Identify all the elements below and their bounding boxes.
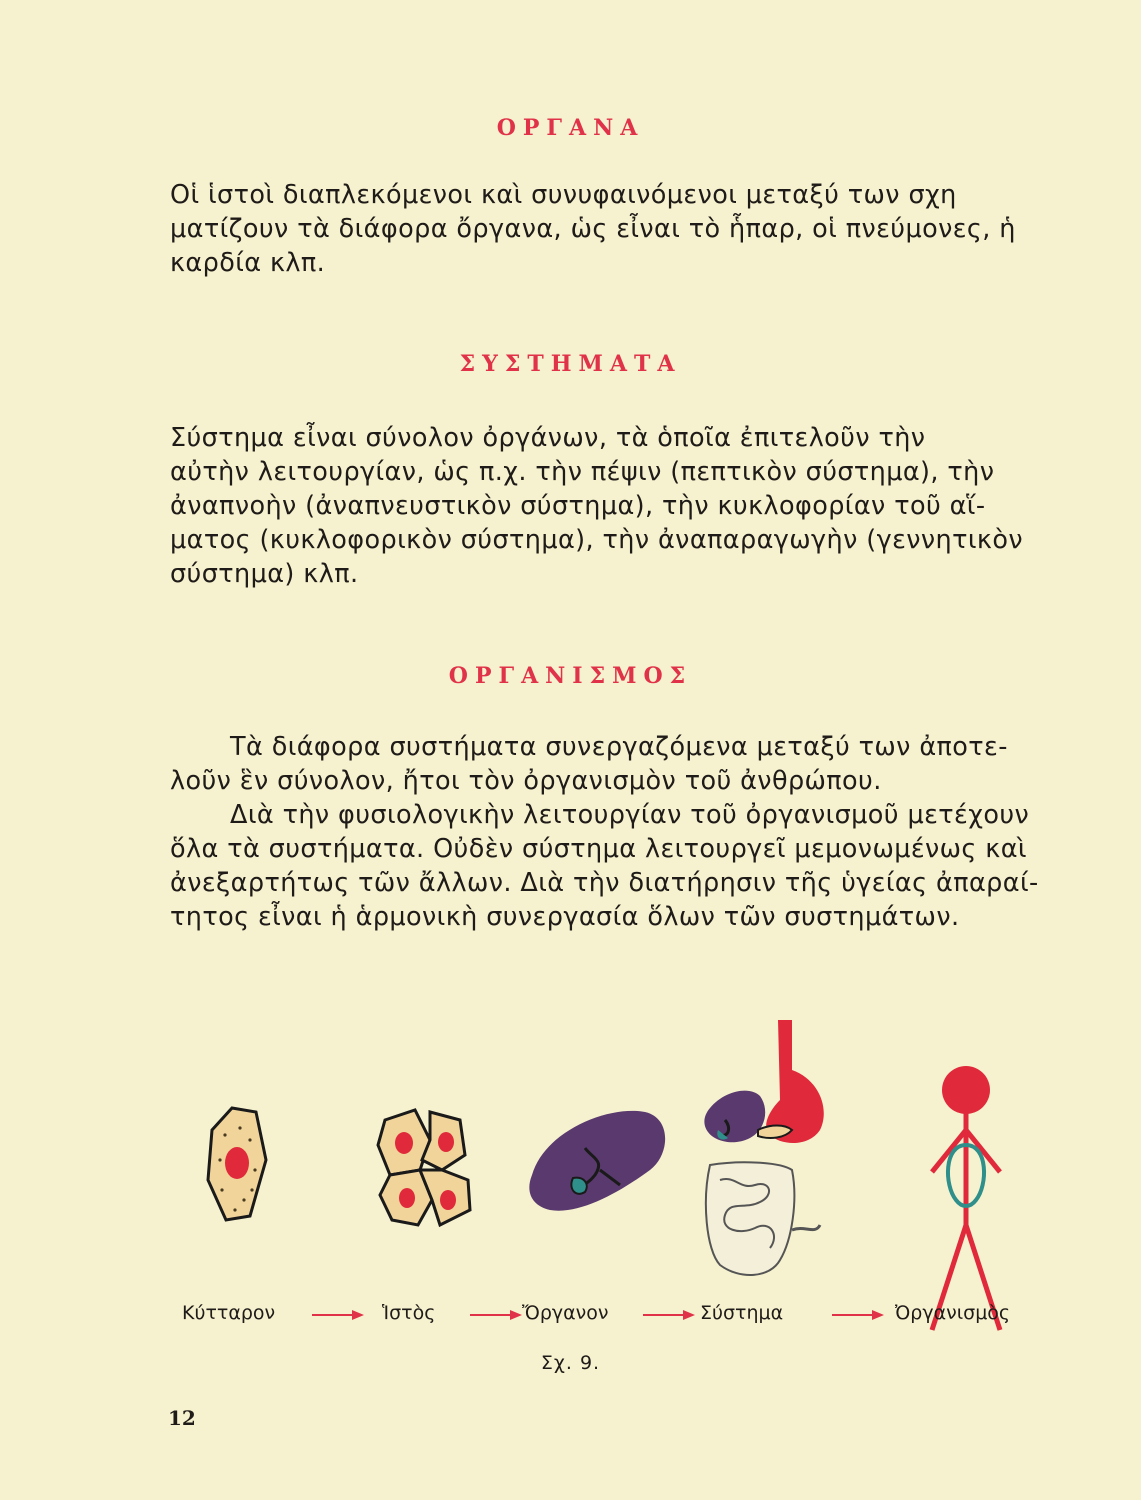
paragraph-line: ὅλα τὰ συστήματα. Οὐδὲν σύστημα λειτουργεῖ μεμονωμένως καὶ (170, 834, 1027, 864)
paragraph-line: αὐτὴν λειτουργίαν, ὡς π.χ. τὴν πέψιν (πεπτικὸν σύστημα), τὴν (170, 457, 995, 487)
arrow-icon (832, 1308, 884, 1322)
label-tissue: Ἱστὸς (382, 1302, 436, 1324)
arrow-icon (643, 1308, 695, 1322)
paragraph-line: ματίζουν τὰ διάφορα ὄργανα, ὡς εἶναι τὸ ἧπαρ, οἱ πνεύμονες, ἡ (170, 214, 1016, 244)
label-cell: Κύτταρον (182, 1302, 276, 1324)
paragraph-line: Τὰ διάφορα συστήματα συνεργαζόμενα μεταξύ των ἀποτε- (230, 732, 1008, 762)
page-number: 12 (168, 1406, 196, 1430)
paragraph-organismos (170, 730, 1039, 934)
paragraph-line: ἀνεξαρτήτως τῶν ἄλλων. Διὰ τὴν διατήρησιν τῆς ὑγείας ἀπαραί- (170, 868, 1039, 898)
paragraph-line: Οἱ ἱστοὶ διαπλεκόμενοι καὶ συνυφαινόμενοι μεταξύ των σχη (170, 180, 957, 210)
paragraph-systimata (170, 421, 1030, 591)
paragraph-line: σύστημα) κλπ. (170, 559, 359, 589)
organ-illustration (529, 1111, 665, 1211)
figure-label-row (0, 1302, 1141, 1332)
heading-organismos: ΟΡΓΑΝΙΣΜΟΣ (448, 663, 693, 689)
tissue-illustration (378, 1110, 470, 1225)
organism-illustration (932, 1066, 1000, 1330)
paragraph-line: ματος (κυκλοφορικὸν σύστημα), τὴν ἀναπαραγωγὴν (γεννητικὸν (170, 525, 1023, 555)
paragraph-line: λοῦν ἓν σύνολον, ἤτοι τὸν ὀργανισμὸν τοῦ ἀνθρώπου. (170, 766, 882, 796)
paragraph-line: Σύστημα εἶναι σύνολον ὀργάνων, τὰ ὁποῖα ἐπιτελοῦν τὴν (170, 423, 926, 453)
figure-illustration (180, 1000, 1060, 1340)
paragraph-line: ἀναπνοὴν (ἀναπνευστικὸν σύστημα), τὴν κυκλοφορίαν τοῦ αἵ- (170, 491, 986, 521)
arrow-icon (312, 1308, 364, 1322)
paragraph-line: τητος εἶναι ἡ ἁρμονικὴ συνεργασία ὅλων τῶν συστημάτων. (170, 902, 960, 932)
paragraph-line: καρδία κλπ. (170, 248, 326, 278)
paragraph-organa (170, 178, 1030, 280)
system-illustration (704, 1020, 823, 1275)
cell-illustration (208, 1108, 266, 1220)
label-organ: Ὄργανον (522, 1302, 609, 1324)
heading-organa: ΟΡΓΑΝΑ (496, 115, 645, 141)
figure-caption: Σχ. 9. (540, 1352, 601, 1374)
label-organism: Ὀργανισμὸς (895, 1302, 1011, 1324)
paragraph-line: Διὰ τὴν φυσιολογικὴν λειτουργίαν τοῦ ὀργανισμοῦ μετέχουν (230, 800, 1030, 830)
label-system: Σύστημα (700, 1302, 784, 1324)
heading-systimata: ΣΥΣΤΗΜΑΤΑ (459, 351, 682, 377)
arrow-icon (470, 1308, 522, 1322)
